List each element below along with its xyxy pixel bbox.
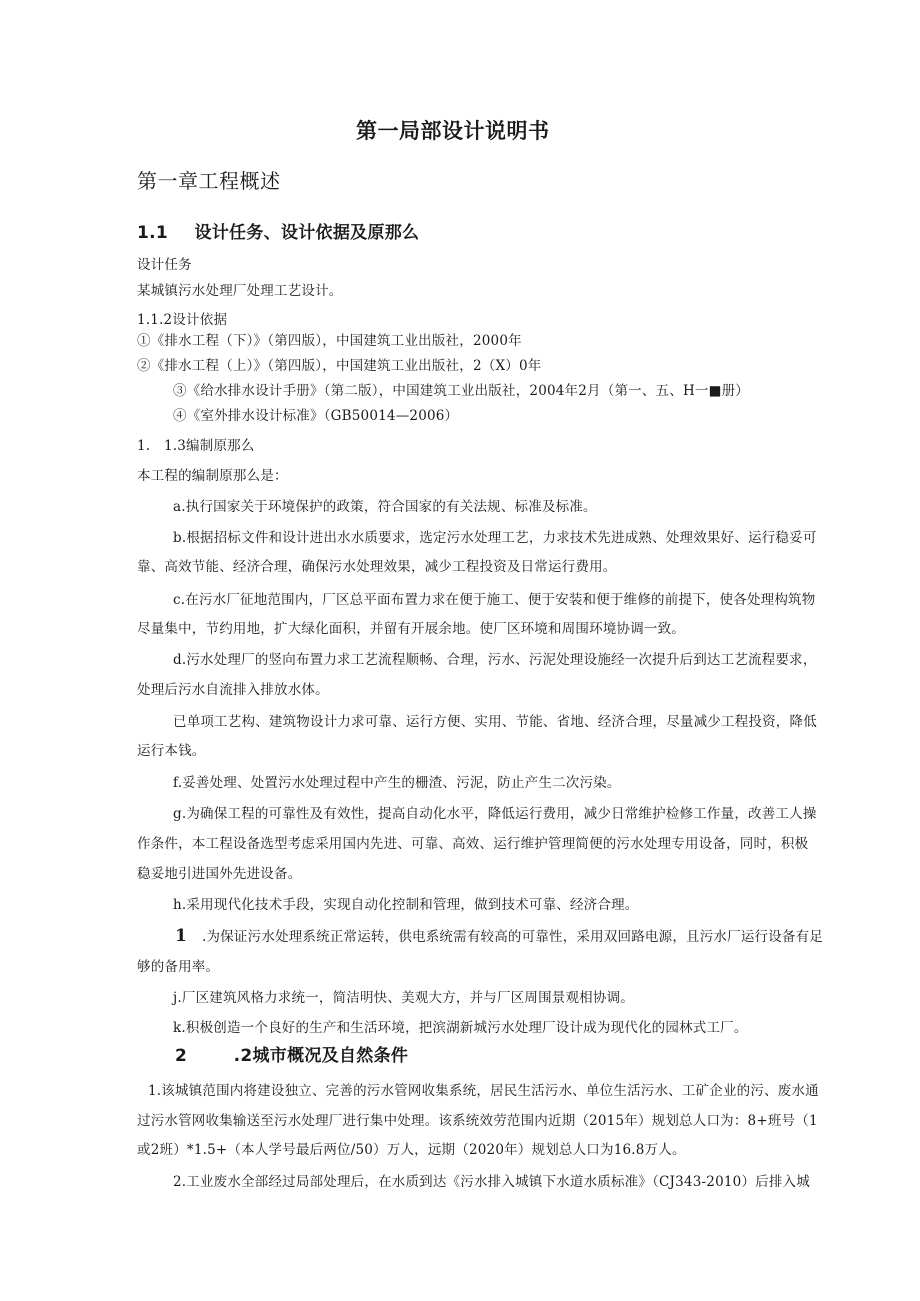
principle-d-line: d.污水处理厂的竖向布置力求工艺流程顺畅、合理，污水、污泥处理设施经一次提升后到达工艺流程要求， (173, 652, 817, 668)
principle-e-line: 已单项工艺构、建筑物设计力求可靠、运行方便、实用、节能、省地、经济合理，尽量减少工程投资，降低 (173, 714, 817, 730)
basis-item: ②《排水工程（上）》（第四版），中国建筑工业出版社，2（X）0年 (137, 358, 542, 374)
principle-b-line: b.根据招标文件和设计进出水水质要求，选定污水处理工艺，力求技术先进成熟、处理效果好、运行稳妥可 (173, 530, 817, 546)
city-p1-line: 过污水管网收集输送至污水处理厂进行集中处理。该系统效劳范围内近期（2015年）规划总人口为：8+班号（1 (137, 1113, 818, 1129)
basis-item: ①《排水工程（下）》（第四版），中国建筑工业出版社，2000年 (137, 333, 522, 349)
principles-intro: 本工程的编制原那么是： (137, 468, 288, 484)
principle-c-line: c.在污水厂征地范围内，厂区总平面布置力求在便于施工、便于安装和便于维修的前提下，使各处理构筑物 (173, 592, 816, 608)
basis-item: ③《给水排水设计手册》（第二版），中国建筑工业出版社，2004年2月（第一、五、H一■册） (173, 383, 749, 399)
task-heading: 设计任务 (137, 257, 192, 273)
section-title: 设计任务、设计依据及原那么 (194, 223, 420, 243)
principles-heading: 1. 1.3编制原那么 (137, 438, 255, 454)
principle-h: h.采用现代化技术手段，实现自动化控制和管理，做到技术可靠、经济合理。 (173, 897, 639, 913)
principle-g-line: 作条件，本工程设备选型考虑采用国内先进、可靠、高效、运行维护管理简便的污水处理专用设备，同时，积极 (137, 836, 809, 852)
principle-i-number: 1 (175, 926, 188, 946)
chapter-title: 第一章工程概述 (137, 169, 281, 193)
city-p1-line: 或2班）*1.5+（本人学号最后两位/50）万人，远期（2020年）规划总人口为16.8万人。 (137, 1142, 686, 1158)
principle-i-text: .为保证污水处理系统正常运转，供电系统需有较高的可靠性，采用双回路电源，且污水厂运行设备有足 (202, 929, 824, 945)
task-text: 某城镇污水处理厂处理工艺设计。 (137, 283, 343, 299)
principle-g-line: 稳妥地引进国外先进设备。 (137, 866, 302, 882)
principle-a: a.执行国家关于环境保护的政策，符合国家的有关法规、标准及标准。 (173, 499, 597, 515)
principle-j: j.厂区建筑风格力求统一，简洁明快、美观大方，并与厂区周围景观相协调。 (173, 990, 634, 1006)
principle-i-line (175, 926, 823, 947)
principle-b-line: 靠、高效节能、经济合理，确保污水处理效果，减少工程投资及日常运行费用。 (137, 559, 617, 575)
principle-f: f.妥善处理、处置污水处理过程中产生的栅渣、污泥，防止产生二次污染。 (173, 775, 621, 791)
city-p1-line: 1.该城镇范围内将建设独立、完善的污水管网收集系统，居民生活污水、单位生活污水、工矿企业的污、废水通 (148, 1083, 819, 1099)
section-1-1-heading (137, 223, 419, 243)
section-1-2-heading (175, 1046, 408, 1066)
basis-heading: 1.1.2设计依据 (137, 312, 228, 328)
document-title: 第一局部设计说明书 (356, 119, 550, 143)
principle-k: k.积极创造一个良好的生产和生活环境，把滨湖新城污水处理厂设计成为现代化的园林式工厂。 (173, 1020, 748, 1036)
principle-g-line: g.为确保工程的可靠性及有效性，提高自动化水平，降低运行费用，减少日常维护检修工作量，改善工人操 (173, 806, 817, 822)
section-number: 1.1 (137, 223, 169, 243)
section-number: 2 (175, 1046, 188, 1066)
basis-item: ④《室外排水设计标准》（GB50014—2006） (173, 408, 459, 424)
principle-c-line: 尽量集中，节约用地，扩大绿化面积，并留有开展余地。使厂区环境和周围环境协调一致。 (137, 621, 685, 637)
principle-d-line: 处理后污水自流排入排放水体。 (137, 682, 329, 698)
principle-e-line: 运行本钱。 (137, 743, 206, 759)
section-title: .2城市概况及自然条件 (233, 1046, 409, 1066)
city-p2-line: 2.工业废水全部经过局部处理后，在水质到达《污水排入城镇下水道水质标准》（CJ343-2010）后排入城 (173, 1174, 810, 1190)
principle-i-line: 够的备用率。 (137, 959, 220, 975)
